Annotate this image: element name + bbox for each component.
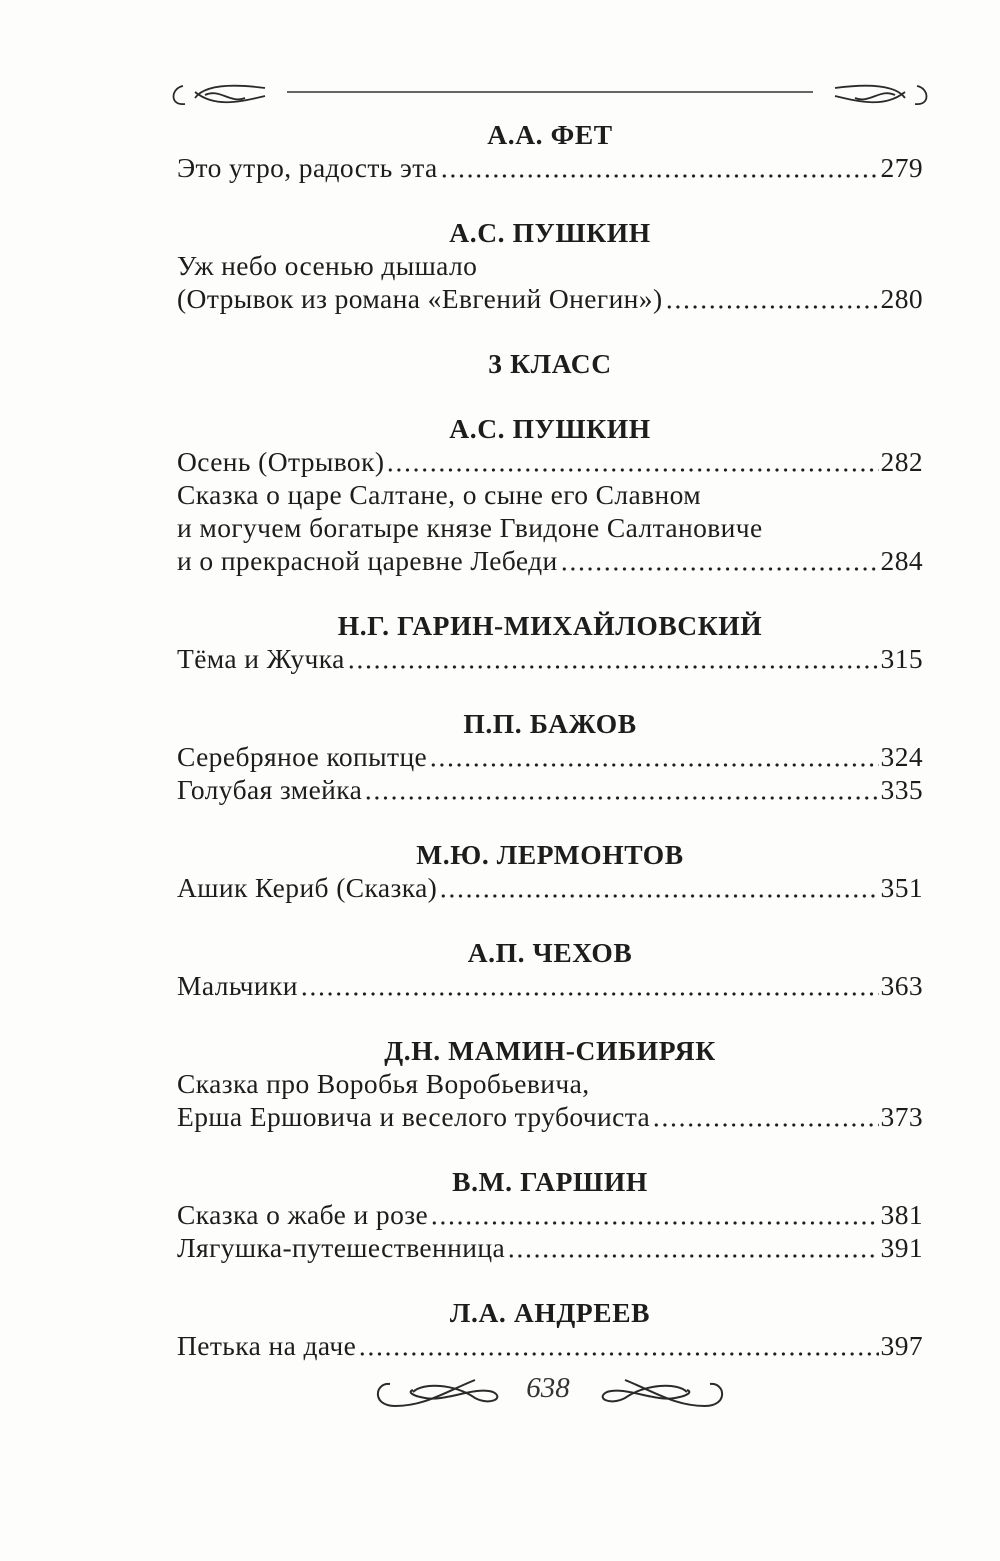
section-heading: В.М. ГАРШИН <box>452 1166 648 1197</box>
entry-page-number: 335 <box>880 774 923 805</box>
toc-entry <box>177 1067 923 1133</box>
toc-entry <box>177 1198 923 1231</box>
dot-leader <box>440 151 879 184</box>
entry-page-number: 391 <box>880 1232 923 1263</box>
entry-page-number: 363 <box>880 970 923 1001</box>
toc-entry <box>177 1231 923 1264</box>
entry-title-line: Ерша Ершовича и веселого трубочиста <box>177 1101 651 1132</box>
dot-leader <box>429 740 878 773</box>
toc-entry <box>177 969 923 1002</box>
section-heading: Д.Н. МАМИН-СИБИРЯК <box>384 1035 716 1066</box>
entry-page-number: 373 <box>880 1101 923 1132</box>
entry-title-line: Мальчики <box>177 970 298 1001</box>
entry-title-line: и могучем богатыре князе Гвидоне Салтановиче <box>177 512 763 543</box>
entry-title-line: Тёма и Жучка <box>177 643 345 674</box>
entry-title-line: Ашик Кериб (Сказка) <box>177 872 438 903</box>
toc-entry <box>177 478 923 577</box>
section-heading: М.Ю. ЛЕРМОНТОВ <box>416 839 684 870</box>
dot-leader <box>358 1329 878 1362</box>
dot-leader <box>300 969 879 1002</box>
toc-entry <box>177 249 923 315</box>
entry-last-line <box>177 1231 923 1264</box>
footer-ornament-right <box>590 1372 735 1412</box>
entry-last-line <box>177 969 923 1002</box>
dot-leader <box>364 773 878 806</box>
entry-title-line: Лягушка-путешественница <box>177 1232 506 1263</box>
entry-last-line <box>177 1198 923 1231</box>
entry-title-line: (Отрывок из романа «Евгений Онегин») <box>177 283 663 314</box>
toc-entry <box>177 773 923 806</box>
toc-entry <box>177 1329 923 1362</box>
entry-last-line <box>177 1100 923 1133</box>
section-heading: П.П. БАЖОВ <box>463 708 637 739</box>
entry-title-line: Голубая змейка <box>177 774 363 805</box>
entry-page-number: 279 <box>880 152 923 183</box>
dot-leader <box>652 1100 878 1133</box>
entry-title-line: Серебряное копытце <box>177 741 428 772</box>
dot-leader <box>430 1198 878 1231</box>
dot-leader <box>439 871 878 904</box>
dot-leader <box>347 642 879 675</box>
entry-page-number: 282 <box>880 446 923 477</box>
entry-last-line <box>177 1329 923 1362</box>
toc-entry <box>177 740 923 773</box>
dot-leader <box>507 1231 878 1264</box>
section-heading: 3 КЛАСС <box>488 348 612 379</box>
entry-last-line <box>177 642 923 675</box>
section-heading: А.С. ПУШКИН <box>449 217 651 248</box>
dot-leader <box>665 282 879 315</box>
table-of-contents <box>177 118 923 1362</box>
entry-page-number: 284 <box>880 545 923 576</box>
entry-last-line <box>177 445 923 478</box>
entry-page-number: 397 <box>880 1330 923 1361</box>
entry-page-number: 351 <box>880 872 923 903</box>
entry-title-line: и о прекрасной царевне Лебеди <box>177 545 558 576</box>
entry-page-number: 381 <box>880 1199 923 1230</box>
entry-title-line: Сказка о жабе и розе <box>177 1199 429 1230</box>
entry-title-line: Уж небо осенью дышало <box>177 250 478 281</box>
entry-last-line <box>177 282 923 315</box>
entry-page-number: 315 <box>880 643 923 674</box>
entry-last-line <box>177 151 923 184</box>
entry-last-line <box>177 871 923 904</box>
toc-entry <box>177 642 923 675</box>
section-heading: Н.Г. ГАРИН-МИХАЙЛОВСКИЙ <box>337 610 763 641</box>
entry-title-line: Это утро, радость эта <box>177 152 438 183</box>
section-heading: А.П. ЧЕХОВ <box>467 937 633 968</box>
dot-leader <box>386 445 878 478</box>
toc-entry <box>177 151 923 184</box>
header-ornament <box>165 78 935 114</box>
section-heading: А.А. ФЕТ <box>487 119 613 150</box>
page-number: 638 <box>526 1372 570 1404</box>
section-heading: А.С. ПУШКИН <box>449 413 651 444</box>
toc-entry <box>177 871 923 904</box>
entry-page-number: 280 <box>880 283 923 314</box>
entry-title-line: Осень (Отрывок) <box>177 446 385 477</box>
entry-title-line: Петька на даче <box>177 1330 357 1361</box>
dot-leader <box>560 544 879 577</box>
entry-last-line <box>177 740 923 773</box>
entry-last-line <box>177 544 923 577</box>
section-heading: Л.А. АНДРЕЕВ <box>449 1297 651 1328</box>
footer-ornament-left <box>365 1372 510 1412</box>
entry-title-line: Сказка про Воробья Воробьевича, <box>177 1068 590 1099</box>
toc-entry <box>177 445 923 478</box>
entry-page-number: 324 <box>880 741 923 772</box>
entry-title-line: Сказка о царе Салтане, о сыне его Славном <box>177 479 702 510</box>
entry-last-line <box>177 773 923 806</box>
